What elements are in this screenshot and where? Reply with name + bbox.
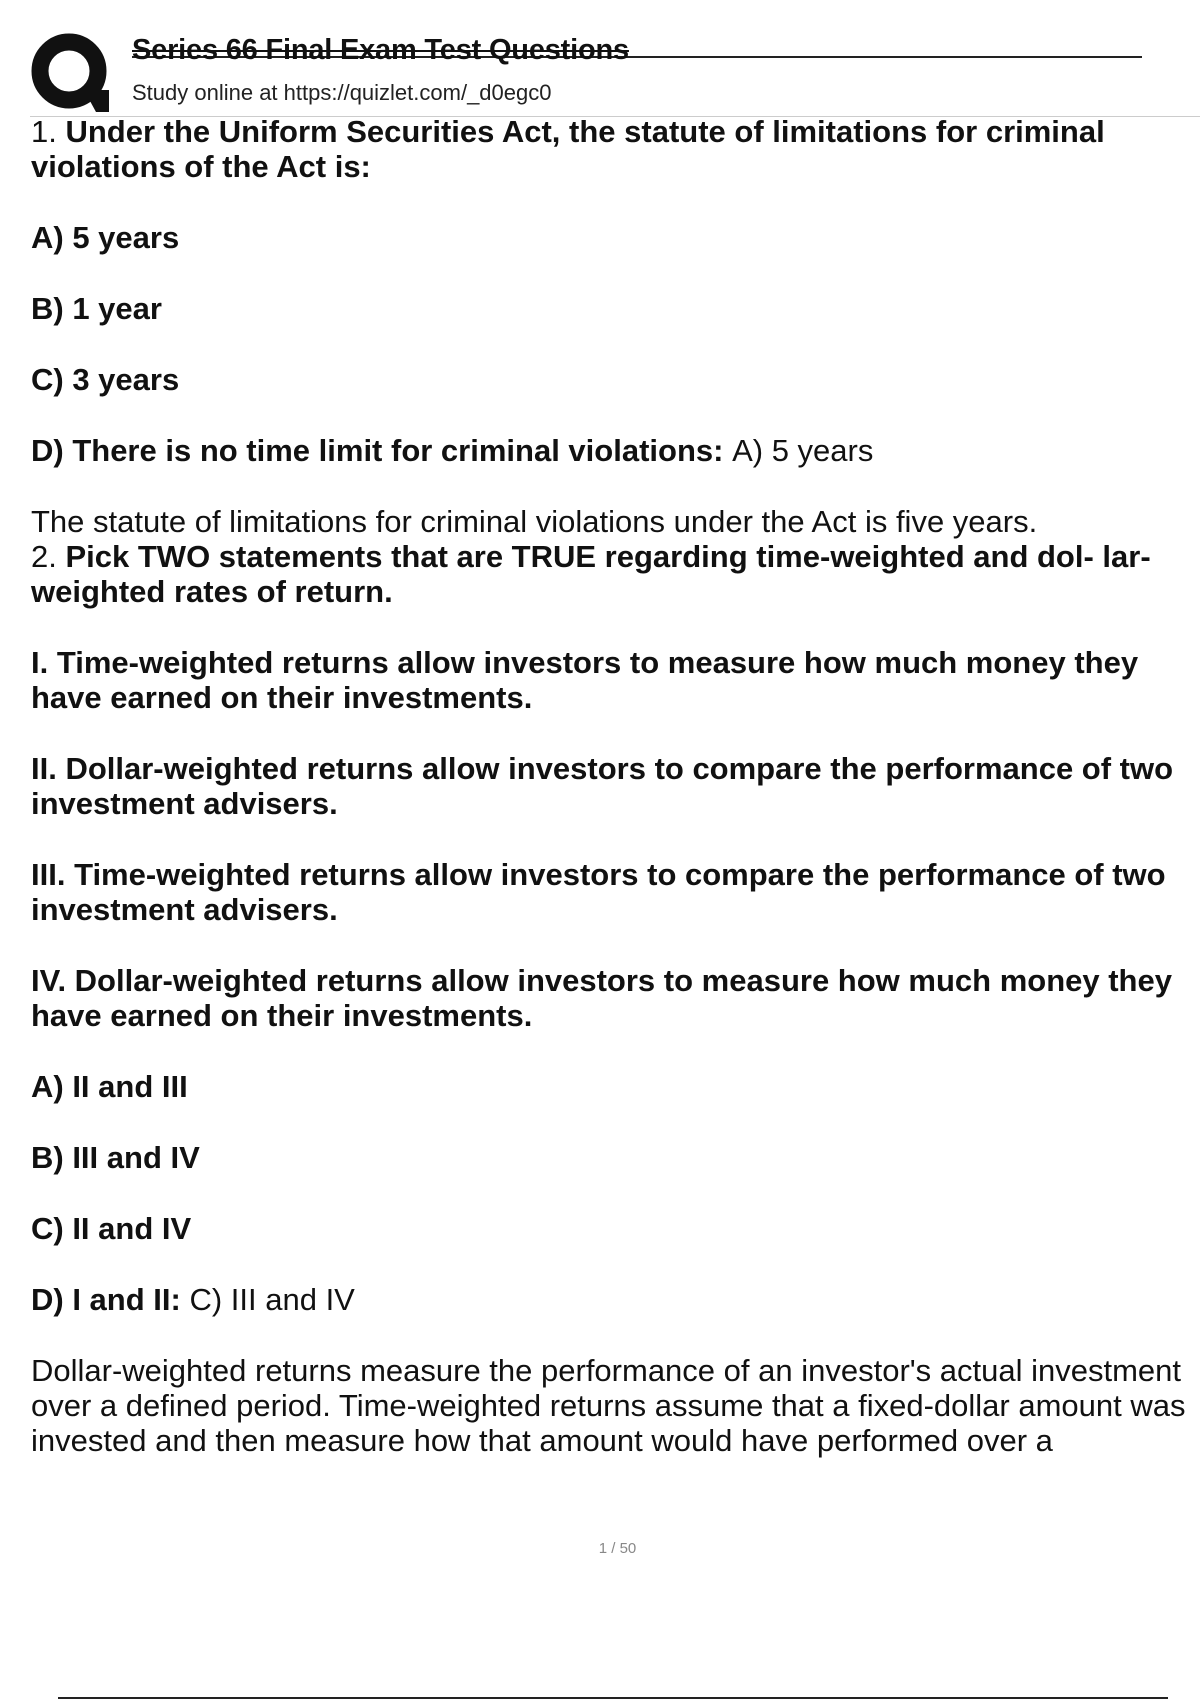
question-stem bbox=[31, 539, 1161, 609]
option-b: B) 1 year bbox=[31, 291, 162, 326]
option-d: D) I and II: bbox=[31, 1282, 181, 1317]
question-stem bbox=[31, 114, 1200, 184]
statement-i: I. Time-weighted returns allow investors to measure how much money they have earned on their investments. bbox=[31, 645, 1139, 715]
footer-divider bbox=[58, 1697, 1168, 1699]
question-1 bbox=[31, 114, 1200, 539]
statement-iv: IV. Dollar-weighted returns allow investors to measure how much money they have earned on their investments. bbox=[31, 963, 1172, 1033]
document-title: Series 66 Final Exam Test Questions bbox=[132, 34, 629, 66]
answer: C) III and IV bbox=[189, 1282, 355, 1317]
option-d: D) There is no time limit for criminal violations: bbox=[31, 433, 724, 468]
answer: A) 5 years bbox=[732, 433, 874, 468]
statement-iii: III. Time-weighted returns allow investors to compare the performance of two investment advisers. bbox=[31, 857, 1166, 927]
explanation: The statute of limitations for criminal violations under the Act is five years. bbox=[31, 504, 1038, 539]
question-text: Pick TWO statements that are TRUE regarding time-weighted and dol- lar-weighted rates of return. bbox=[31, 539, 1151, 609]
page-number: 1 / 50 bbox=[598, 1540, 637, 1557]
option-a: A) II and III bbox=[31, 1069, 188, 1104]
question-text: Under the Uniform Securities Act, the statute of limitations for criminal violations of the Act is: bbox=[31, 114, 1105, 184]
question-2 bbox=[31, 539, 1200, 1458]
option-c: C) 3 years bbox=[31, 362, 180, 397]
question-number: 1. bbox=[31, 114, 57, 149]
explanation: Dollar-weighted returns measure the performance of an investor's actual investment over a defined period. Time-weighted returns assume that a fixed-dollar amount was invested and then measure how that amount would have performed over a bbox=[31, 1353, 1186, 1458]
option-b: B) III and IV bbox=[31, 1140, 200, 1175]
question-list bbox=[31, 114, 1200, 1458]
option-d-with-answer bbox=[31, 1282, 1200, 1317]
option-a: A) 5 years bbox=[31, 220, 180, 255]
option-d-with-answer bbox=[31, 433, 1200, 468]
statement-ii: II. Dollar-weighted returns allow investors to compare the performance of two investment advisers. bbox=[31, 751, 1174, 821]
option-c: C) II and IV bbox=[31, 1211, 192, 1246]
study-online-link[interactable]: Study online at https://quizlet.com/_d0egc0 bbox=[132, 80, 552, 105]
quizlet-logo-icon bbox=[30, 32, 112, 114]
question-number: 2. bbox=[31, 539, 57, 574]
